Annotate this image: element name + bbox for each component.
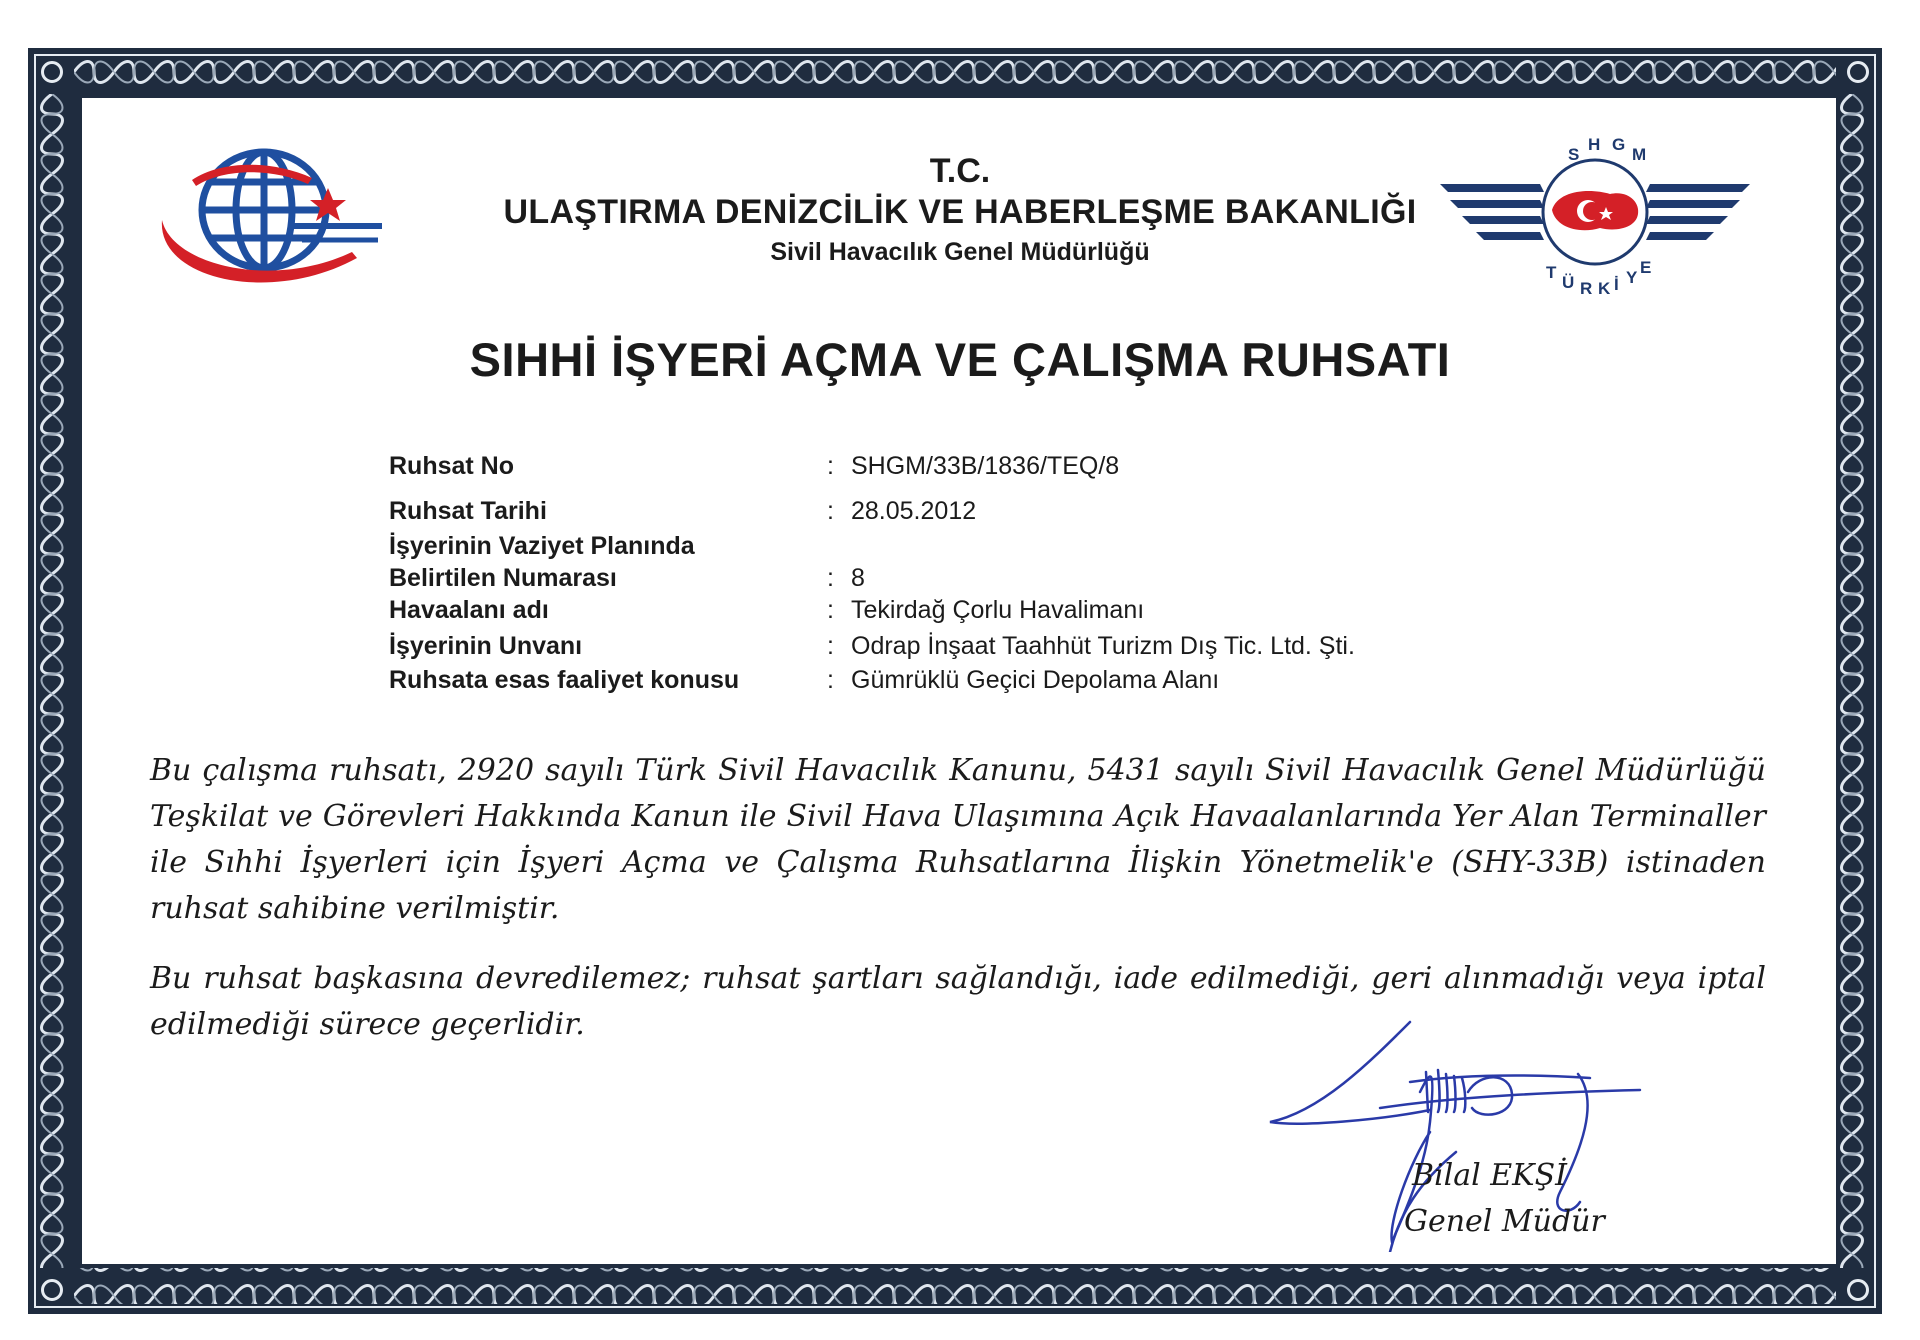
svg-text:Y: Y xyxy=(1626,268,1638,287)
svg-text:Ü: Ü xyxy=(1562,273,1575,292)
field-row-activity xyxy=(389,666,1489,698)
country-abbreviation: T.C. xyxy=(929,152,991,190)
field-row-license-date xyxy=(389,497,1489,529)
svg-text:S: S xyxy=(1568,145,1580,164)
legal-basis-paragraph: Bu çalışma ruhsatı, 2920 sayılı Türk Sivil Havacılık Kanunu, 5431 sayılı Sivil Havacılık Genel Müdürlüğü Teşkilat ve Görevleri Hakkında Kanun ile Sivil Hava Ulaşımına Açık Havaalanlarında Yer Alan Terminaller ile Sıhhi İşyerleri için İşyeri Açma ve Çalışma Ruhsatlarına İlişkin Yönetmelik'e (SHY-33B) istinaden ruhsat sahibine verilmiştir. xyxy=(150,753,1766,926)
corner-ornament xyxy=(1838,52,1878,92)
field-label: Belirtilen Numarası xyxy=(389,564,617,592)
field-row-license-no xyxy=(389,452,1489,484)
field-label: Ruhsata esas faaliyet konusu xyxy=(389,666,740,694)
field-value: Tekirdağ Çorlu Havalimanı xyxy=(851,596,1145,624)
field-label: Havaalanı adı xyxy=(389,596,549,624)
svg-text:T: T xyxy=(1546,263,1557,282)
signatory-name: Bilal EKŞİ xyxy=(1412,1158,1567,1193)
corner-ornament xyxy=(1838,1270,1878,1310)
svg-text:K: K xyxy=(1598,279,1611,298)
field-label: Ruhsat No xyxy=(389,452,514,480)
field-colon: : xyxy=(827,497,834,525)
svg-text:M: M xyxy=(1632,145,1647,164)
ministry-name: ULAŞTIRMA DENİZCİLİK VE HABERLEŞME BAKANLIĞI xyxy=(503,193,1417,231)
svg-text:İ: İ xyxy=(1614,275,1619,294)
corner-ornament xyxy=(32,1270,72,1310)
field-value: 28.05.2012 xyxy=(851,497,977,525)
field-colon: : xyxy=(827,564,834,592)
svg-text:E: E xyxy=(1640,258,1652,277)
field-value: 8 xyxy=(851,564,865,592)
field-row-business-title xyxy=(389,632,1489,664)
field-value: Gümrüklü Geçici Depolama Alanı xyxy=(851,666,1220,694)
signatory-title: Genel Müdür xyxy=(1404,1204,1605,1239)
field-colon: : xyxy=(827,452,834,480)
svg-text:G: G xyxy=(1612,135,1626,154)
department-name: Sivil Havacılık Genel Müdürlüğü xyxy=(770,238,1150,266)
field-value: Odrap İnşaat Taahhüt Turizm Dış Tic. Ltd. Şti. xyxy=(851,632,1355,660)
field-value: SHGM/33B/1836/TEQ/8 xyxy=(851,452,1120,480)
corner-ornament xyxy=(32,52,72,92)
field-row-site-plan-number xyxy=(389,564,1489,596)
validity-paragraph: Bu ruhsat başkasına devredilemez; ruhsat şartları sağlandığı, iade edilmediği, geri alınmadığı veya iptal edilmediği sürece geçerlidir. xyxy=(150,961,1766,1042)
svg-text:H: H xyxy=(1588,135,1601,154)
field-colon: : xyxy=(827,632,834,660)
field-colon: : xyxy=(827,596,834,624)
field-row-airport xyxy=(389,596,1489,628)
document-title: SIHHİ İŞYERİ AÇMA VE ÇALIŞMA RUHSATI xyxy=(469,333,1451,386)
svg-text:R: R xyxy=(1580,279,1593,298)
field-label: İşyerinin Unvanı xyxy=(389,632,583,660)
field-label: Ruhsat Tarihi xyxy=(389,497,547,525)
field-label: İşyerinin Vaziyet Planında xyxy=(389,532,695,560)
field-row-site-plan-label xyxy=(389,532,1489,564)
field-colon: : xyxy=(827,666,834,694)
